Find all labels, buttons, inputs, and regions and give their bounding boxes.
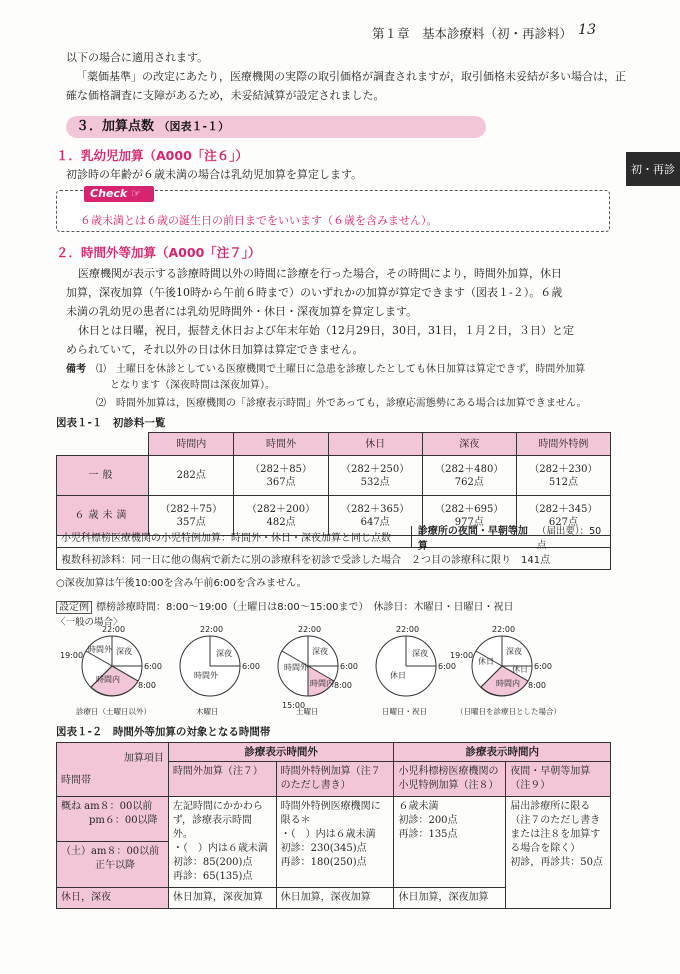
svg-text:深夜: 深夜 [312, 647, 328, 656]
fig1-col-kyujitsu: 休日 [328, 433, 422, 456]
fig2-r3-c1: 休日加算，深夜加算 [168, 888, 276, 909]
section3-heading [66, 116, 486, 138]
svg-text:22:00: 22:00 [492, 626, 516, 634]
fig1-foot1-left: 小児科標榜医療機関の小児特例加算：時間外・休日・深夜加算と同じ点数 [57, 526, 412, 547]
svg-text:深夜: 深夜 [506, 647, 522, 656]
note1b: となります（深夜時間は深夜加算）。 [110, 380, 275, 391]
chapter-header: 第１章 基本診療料（初・再診料） [371, 26, 572, 41]
svg-text:時間外: 時間外 [194, 671, 218, 680]
fig2-title: 図表１‐２ 時間外等加算の対象となる時間帯 [56, 726, 271, 738]
svg-text:時間内: 時間内 [310, 679, 334, 688]
fig1-cell: （282＋75） 357点 [149, 496, 234, 536]
sub2-p4: 休日とは日曜，祝日，振替え休日および年末年始（12月29日，30日，31日，１月２日，３日）と定 [78, 324, 574, 337]
fig2-table [56, 742, 611, 909]
fig2-col1: 時間外加算（注７） [168, 762, 276, 797]
sub2-p5: められていて，それ以外の日は休日加算は算定できません。 [66, 343, 364, 356]
page-number: 13 [578, 22, 596, 38]
intro-line2: 「薬価基準」の改定にあたり，医療機関の実際の取引価格が調査されますが，取引価格未妥結が多い場合は，正 [76, 70, 626, 83]
pie-sunday-work [450, 626, 552, 696]
pie-diagrams [56, 626, 616, 718]
intro-line1: 以下の場合に適用されます。 [66, 51, 209, 64]
fig1-row-6sai: ６歳未満 [57, 496, 149, 536]
fig1-foot1-right2: （届出要）：50点 [536, 525, 602, 551]
fig2-group2: 診療表示時間内 [394, 743, 611, 762]
svg-text:時間内: 時間内 [496, 679, 520, 688]
pie1-t6: 6:00 [144, 662, 162, 671]
fig2-r3-label: 休日，深夜 [57, 888, 169, 909]
svg-text:22:00: 22:00 [298, 626, 322, 634]
section3-title: ３．加算点数 [76, 119, 155, 134]
fig1-cell: （282＋230） 512点 [516, 456, 610, 496]
svg-text:深夜: 深夜 [412, 649, 428, 658]
sub1-text: 初診時の年齢が６歳未満の場合は乳幼児加算を算定します。 [66, 168, 363, 181]
pie3-caption: 土曜日 [296, 707, 319, 716]
svg-text:6:00: 6:00 [340, 662, 358, 671]
fig2-corner: 加算項目 時間帯 [57, 743, 169, 797]
svg-text:時間外: 時間外 [284, 663, 308, 672]
pie4-caption: 日曜日・祝日 [382, 707, 427, 716]
svg-text:15:00: 15:00 [282, 701, 306, 710]
intro-line3: 確な価格調査に支障があるため，未妥結減算が設定されました。 [66, 89, 385, 102]
svg-text:休日: 休日 [390, 671, 406, 680]
pie1-t22: 22:00 [102, 626, 126, 634]
fig1-col-shinya: 深夜 [422, 433, 516, 456]
fig2-c4: 届出診療所に限る（注７のただし書きまたは注８を加算する場合を除く） 初診，再診共：50点 [506, 797, 611, 909]
fig1-row-ippan: 一般 [57, 456, 149, 496]
pie5-caption: （日曜日を診療日とした場合） [456, 707, 561, 716]
fig2-r3-c3: 休日加算，深夜加算 [394, 888, 506, 909]
svg-text:19:00: 19:00 [450, 651, 474, 660]
fig1-cell: （282＋480） 762点 [422, 456, 516, 496]
fig2-r3-c2: 休日加算，深夜加算 [276, 888, 394, 909]
fig1-title: 図表１‐１ 初診料一覧 [56, 417, 166, 429]
setei-tag: 設定例 [56, 601, 92, 614]
fig1-cell: （282＋695） 977点 [422, 496, 516, 536]
pie1-jikangai: 時間外 [88, 645, 112, 654]
svg-text:6:00: 6:00 [534, 662, 552, 671]
fig1-col-jikannai: 時間内 [149, 433, 234, 456]
fig2-col2: 時間外特例加算（注７のただし書き） [276, 762, 394, 797]
svg-text:休日: 休日 [478, 657, 494, 666]
sub1-heading: １．乳幼児加算（A000「注６」） [56, 148, 249, 163]
side-tab: 初・再診 [626, 152, 680, 186]
pie-sunday [376, 626, 456, 696]
fig2-col4: 夜間・早朝等加算（注９） [506, 762, 611, 797]
svg-text:6:00: 6:00 [242, 662, 260, 671]
pie1-jikannai: 時間内 [96, 675, 120, 684]
check-text: ６歳未満とは６歳の誕生日の前日までをいいます（６歳を含みません）。 [80, 214, 438, 227]
svg-text:6:00: 6:00 [438, 662, 456, 671]
pie-weekday [60, 626, 162, 696]
svg-text:8:00: 8:00 [528, 681, 546, 690]
fig1-col-jikangai: 時間外 [234, 433, 328, 456]
check-badge: Check ☞ [84, 186, 154, 202]
pie-thursday [180, 626, 260, 696]
setei-line [56, 598, 514, 613]
pie1-t19: 19:00 [60, 651, 84, 660]
fig1-col-tokurei: 時間外特例 [516, 433, 610, 456]
fig1-foot1-right: 診療所の夜間・早朝等加算 [417, 525, 528, 552]
note1a: ⑴ 土曜日を休診としている医療機関で土曜日に急患を診療したとしても休日加算は算定できず，時間外加算 [96, 364, 586, 375]
fig1-foot1 [56, 525, 611, 552]
fig2-col3: 小児科標榜医療機関の小児特例加算（注８） [394, 762, 506, 797]
fig1-cell: （282＋250） 532点 [328, 456, 422, 496]
sub2-p3: 未満の乳幼児の患者には乳幼児時間外・休日・深夜加算を算定します。 [66, 305, 418, 318]
fig1-cell: 282点 [149, 456, 234, 496]
sub2-p1: 医療機関が表示する診療時間以外の時間に診療を行った場合，その時間により，時間外加算，休日 [78, 267, 562, 280]
note2: ⑵ 時間外加算は，医療機関の「診療表示時間」外であっても，診療応需態勢にある場合は加算できません。 [96, 398, 587, 409]
fig2-group1: 診療表示時間外 [168, 743, 394, 762]
fig1-cell: （282＋85） 367点 [234, 456, 328, 496]
fig1-cell: （282＋200） 482点 [234, 496, 328, 536]
fig2-r2-label: （土）am８：00以前 正午以降 [57, 841, 169, 887]
setei-text: 標榜診療時間：8:00～19:00（土曜日は8:00～15:00まで） 休診日：木曜日・日曜日・祝日 [96, 602, 514, 613]
svg-text:22:00: 22:00 [396, 626, 420, 634]
pie1-t8: 8:00 [138, 681, 156, 690]
sub2-heading: ２．時間外等加算（A000「注７」） [56, 245, 261, 260]
fig2-r1-label: 概ね am８：00以前 pm６：00以降 [57, 797, 169, 842]
fig2-c2: 時間外特例医療機関に限る＊ ・（ ）内は６歳未満 初診：230(345)点 再診：180(250)点 [276, 797, 394, 888]
pie1-caption: 診療日（土曜日以外） [76, 707, 151, 716]
note-label: 備考 [66, 364, 86, 375]
svg-text:深夜: 深夜 [216, 649, 232, 658]
svg-text:休日: 休日 [512, 665, 528, 674]
fig1-note: ○深夜加算は午後10:00を含み午前6:00を含みません。 [56, 578, 307, 589]
fig1-table [56, 432, 611, 536]
fig1-cell: （282＋345） 627点 [516, 496, 610, 536]
fig1-corner [57, 433, 149, 456]
pie1-shinya: 深夜 [116, 647, 132, 656]
svg-text:22:00: 22:00 [200, 626, 224, 634]
fig2-c3: ６歳未満 初診：200点 再診：135点 [394, 797, 506, 888]
general-label: 〈一般の場合〉 [56, 617, 123, 628]
pie2-caption: 木曜日 [196, 707, 219, 716]
fig1-foot2: 複数科初診料：同一日に他の傷病で新たに別の診療科を初診で受診した場合 ２つ目の診療科に限り 141点 [56, 548, 611, 570]
svg-text:8:00: 8:00 [334, 681, 352, 690]
sub2-p2: 加算，深夜加算（午後10時から午前６時まで）のいずれかの加算が算定できます（図表１‐２）。６歳 [66, 286, 563, 299]
fig2-c1: 左記時間にかかわらず，診療表示時間外。 ・（ ）内は６歳未満 初診：85(200)点 再診：65(135)点 [168, 797, 276, 888]
fig1-cell: （282＋365） 647点 [328, 496, 422, 536]
pie-saturday [278, 626, 358, 710]
section3-ref: （図表１‐１） [158, 120, 230, 133]
